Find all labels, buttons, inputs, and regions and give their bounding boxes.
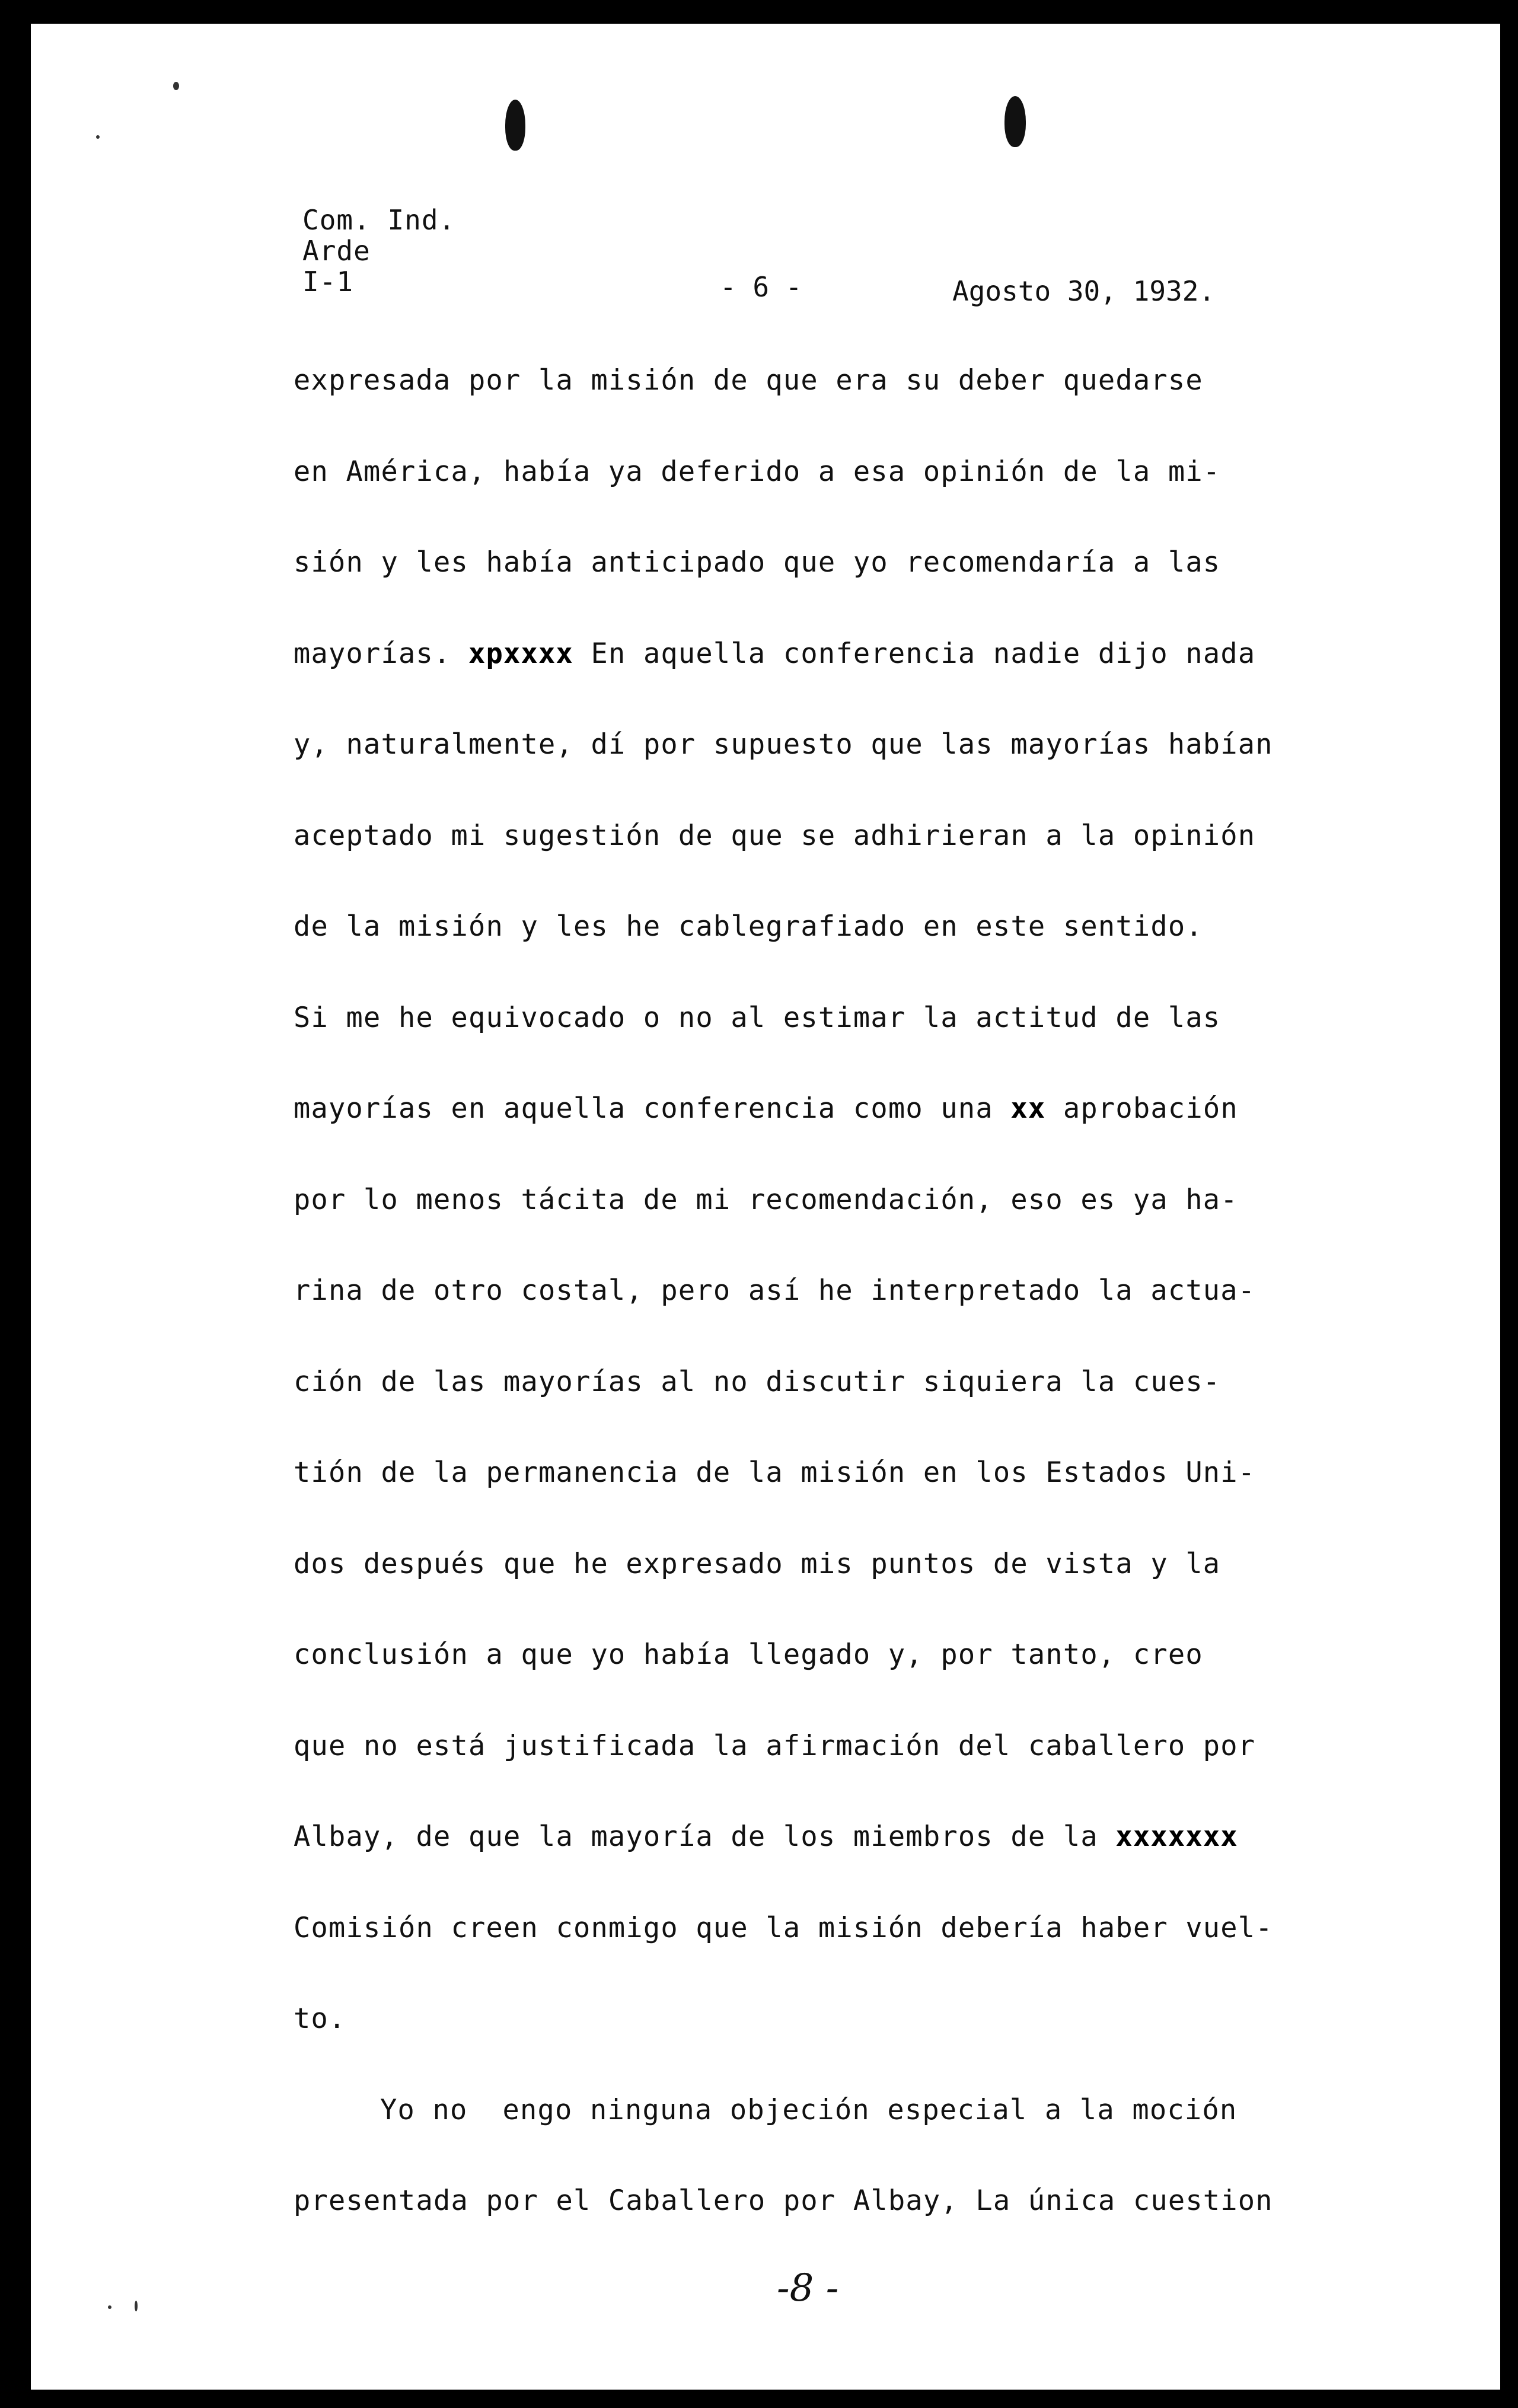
text-line: que no está justificada la afirmación del caballero por xyxy=(294,1729,1256,1762)
text-segment: mayorías. xyxy=(294,637,468,670)
ink-speck xyxy=(96,135,100,139)
text-line xyxy=(294,1091,1379,1182)
reference-code xyxy=(302,205,455,297)
ink-speck xyxy=(135,2301,138,2311)
punch-hole-right xyxy=(1004,96,1026,147)
text-line xyxy=(294,1819,1379,1911)
handwritten-page-number: -8 - xyxy=(777,2266,839,2310)
text-segment: Albay, de que la mayoría de los miembros de la xyxy=(294,1820,1116,1853)
text-line: Comisión creen conmigo que la misión debería haber vuel- xyxy=(294,1911,1273,1944)
text-line: y, naturalmente, dí por supuesto que las mayorías habían xyxy=(294,728,1273,761)
text-line: de la misión y les he cablegrafiado en este sentido. xyxy=(294,910,1203,943)
punch-hole-left xyxy=(505,100,525,151)
ink-speck xyxy=(108,2305,111,2309)
ink-speck xyxy=(173,82,179,90)
text-segment: aprobación xyxy=(1045,1092,1238,1125)
page-number: - 6 - xyxy=(720,271,802,303)
body-text xyxy=(294,363,1379,2275)
reference-line: Com. Ind. xyxy=(302,204,456,236)
struck-out-text: xx xyxy=(1010,1092,1046,1125)
struck-out-text: xpxxxx xyxy=(468,637,573,670)
text-line xyxy=(294,636,1379,728)
text-line: por lo menos tácita de mi recomendación, eso es ya ha- xyxy=(294,1183,1238,1216)
text-segment: mayorías en aquella conferencia como una xyxy=(294,1092,1011,1125)
text-line: expresada por la misión de que era su deber quedarse xyxy=(294,364,1203,397)
text-line: tión de la permanencia de la misión en los Estados Uni- xyxy=(294,1456,1256,1489)
reference-line: I-1 xyxy=(302,266,354,298)
struck-out-text: xxxxxxx xyxy=(1115,1820,1238,1853)
text-segment: En aquella conferencia nadie dijo nada xyxy=(573,637,1256,670)
text-line: en América, había ya deferido a esa opinión de la mi- xyxy=(294,455,1221,488)
text-line: to. xyxy=(294,2002,346,2035)
text-line: Yo no engo ninguna objeción especial a la moción xyxy=(380,2093,1238,2126)
text-line: dos después que he expresado mis puntos de vista y la xyxy=(294,1547,1221,1580)
text-line: ción de las mayorías al no discutir siquiera la cues- xyxy=(294,1365,1221,1398)
text-line: sión y les había anticipado que yo recomendaría a las xyxy=(294,546,1221,579)
text-line: Si me he equivocado o no al estimar la actitud de las xyxy=(294,1001,1221,1034)
text-line: rina de otro costal, pero así he interpretado la actua- xyxy=(294,1274,1256,1307)
document-date: Agosto 30, 1932. xyxy=(952,275,1216,307)
text-line: presentada por el Caballero por Albay, La única cuestion xyxy=(294,2184,1273,2217)
text-line: aceptado mi sugestión de que se adhirieran a la opinión xyxy=(294,819,1256,852)
reference-line: Arde xyxy=(302,235,371,267)
text-line: conclusión a que yo había llegado y, por tanto, creo xyxy=(294,1638,1203,1671)
